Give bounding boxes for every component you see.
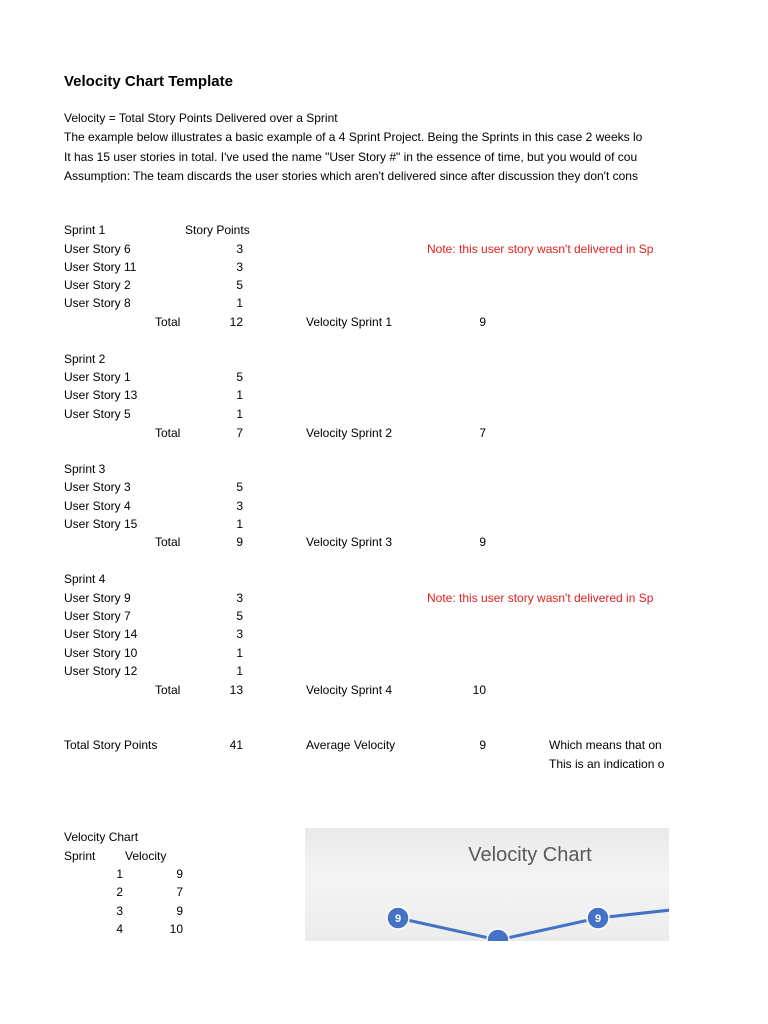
sprint-2-heading: Sprint 2 <box>64 352 106 366</box>
story-points-header: Story Points <box>185 223 250 237</box>
velocity-table-velocity: 9 <box>176 904 183 918</box>
velocity-data-label: 9 <box>594 913 602 925</box>
velocity-label: Velocity Sprint 2 <box>306 426 393 440</box>
intro-line-1: Velocity = Total Story Points Delivered over a Sprint <box>64 111 338 125</box>
story-name: User Story 7 <box>64 609 131 623</box>
velocity-value: 9 <box>479 535 486 549</box>
velocity-table-sprint-header: Sprint <box>64 849 96 863</box>
total-label: Total <box>155 426 181 440</box>
intro-line-3: It has 15 user stories in total. I've used the name "User Story #" in the essence of time, but you would of cou <box>64 150 638 164</box>
total-label: Total <box>155 683 181 697</box>
story-name: User Story 2 <box>64 278 131 292</box>
summary-comment-2: This is an indication o <box>549 757 665 771</box>
chart-plot <box>305 828 669 941</box>
chart-title: Velocity Chart <box>468 844 592 866</box>
story-points: 1 <box>236 646 243 660</box>
sprint-total: 13 <box>229 683 243 697</box>
story-name: User Story 5 <box>64 407 131 421</box>
velocity-table-velocity: 10 <box>169 922 183 936</box>
story-name: User Story 15 <box>64 517 138 531</box>
story-name: User Story 13 <box>64 388 138 402</box>
velocity-table-velocity: 7 <box>176 885 183 899</box>
story-points: 1 <box>236 664 243 678</box>
velocity-table-sprint: 4 <box>116 922 123 936</box>
story-points: 3 <box>236 260 243 274</box>
story-points: 5 <box>236 278 243 292</box>
story-points: 5 <box>236 480 243 494</box>
total-label: Total <box>155 315 181 329</box>
sprint-total: 9 <box>236 535 243 549</box>
story-points: 3 <box>236 242 243 256</box>
story-name: User Story 9 <box>64 591 131 605</box>
average-velocity-label: Average Velocity <box>306 738 396 752</box>
velocity-series-line <box>398 907 669 940</box>
story-name: User Story 8 <box>64 296 131 310</box>
story-name: User Story 10 <box>64 646 138 660</box>
velocity-table-sprint: 2 <box>116 885 123 899</box>
velocity-table-sprint: 3 <box>116 904 123 918</box>
sprint-3-heading: Sprint 3 <box>64 462 106 476</box>
velocity-data-label: 9 <box>394 913 402 925</box>
velocity-chart <box>305 828 669 941</box>
story-points: 3 <box>236 499 243 513</box>
average-velocity-value: 9 <box>479 738 486 752</box>
velocity-table-sprint: 1 <box>116 867 123 881</box>
sprint-1-heading: Sprint 1 <box>64 223 106 237</box>
page-title: Velocity Chart Template <box>64 73 233 90</box>
velocity-table-velocity-header: Velocity <box>125 849 167 863</box>
story-points: 1 <box>236 388 243 402</box>
story-points: 1 <box>236 296 243 310</box>
velocity-label: Velocity Sprint 1 <box>306 315 393 329</box>
velocity-table-title: Velocity Chart <box>64 830 139 844</box>
total-story-points-value: 41 <box>229 738 243 752</box>
intro-line-2: The example below illustrates a basic example of a 4 Sprint Project. Being the Sprints in this case 2 weeks lo <box>64 130 643 144</box>
velocity-data-point <box>487 929 509 941</box>
story-name: User Story 4 <box>64 499 131 513</box>
undelivered-note: Note: this user story wasn't delivered in Sp <box>427 242 654 256</box>
undelivered-note: Note: this user story wasn't delivered in Sp <box>427 591 654 605</box>
story-name: User Story 14 <box>64 627 138 641</box>
story-points: 3 <box>236 591 243 605</box>
intro-line-4: Assumption: The team discards the user stories which aren't delivered since after discussion they don't cons <box>64 169 638 183</box>
story-points: 3 <box>236 627 243 641</box>
story-points: 5 <box>236 370 243 384</box>
story-name: User Story 6 <box>64 242 131 256</box>
total-story-points-label: Total Story Points <box>64 738 158 752</box>
velocity-label: Velocity Sprint 3 <box>306 535 393 549</box>
story-name: User Story 12 <box>64 664 138 678</box>
summary-comment-1: Which means that on <box>549 738 662 752</box>
story-name: User Story 3 <box>64 480 131 494</box>
sprint-4-heading: Sprint 4 <box>64 572 106 586</box>
story-points: 1 <box>236 517 243 531</box>
velocity-value: 10 <box>472 683 486 697</box>
story-points: 5 <box>236 609 243 623</box>
velocity-label: Velocity Sprint 4 <box>306 683 393 697</box>
sprint-total: 12 <box>229 315 243 329</box>
velocity-value: 9 <box>479 315 486 329</box>
sprint-total: 7 <box>236 426 243 440</box>
velocity-value: 7 <box>479 426 486 440</box>
story-name: User Story 11 <box>64 260 137 274</box>
velocity-table-velocity: 9 <box>176 867 183 881</box>
story-points: 1 <box>236 407 243 421</box>
total-label: Total <box>155 535 181 549</box>
story-name: User Story 1 <box>64 370 131 384</box>
